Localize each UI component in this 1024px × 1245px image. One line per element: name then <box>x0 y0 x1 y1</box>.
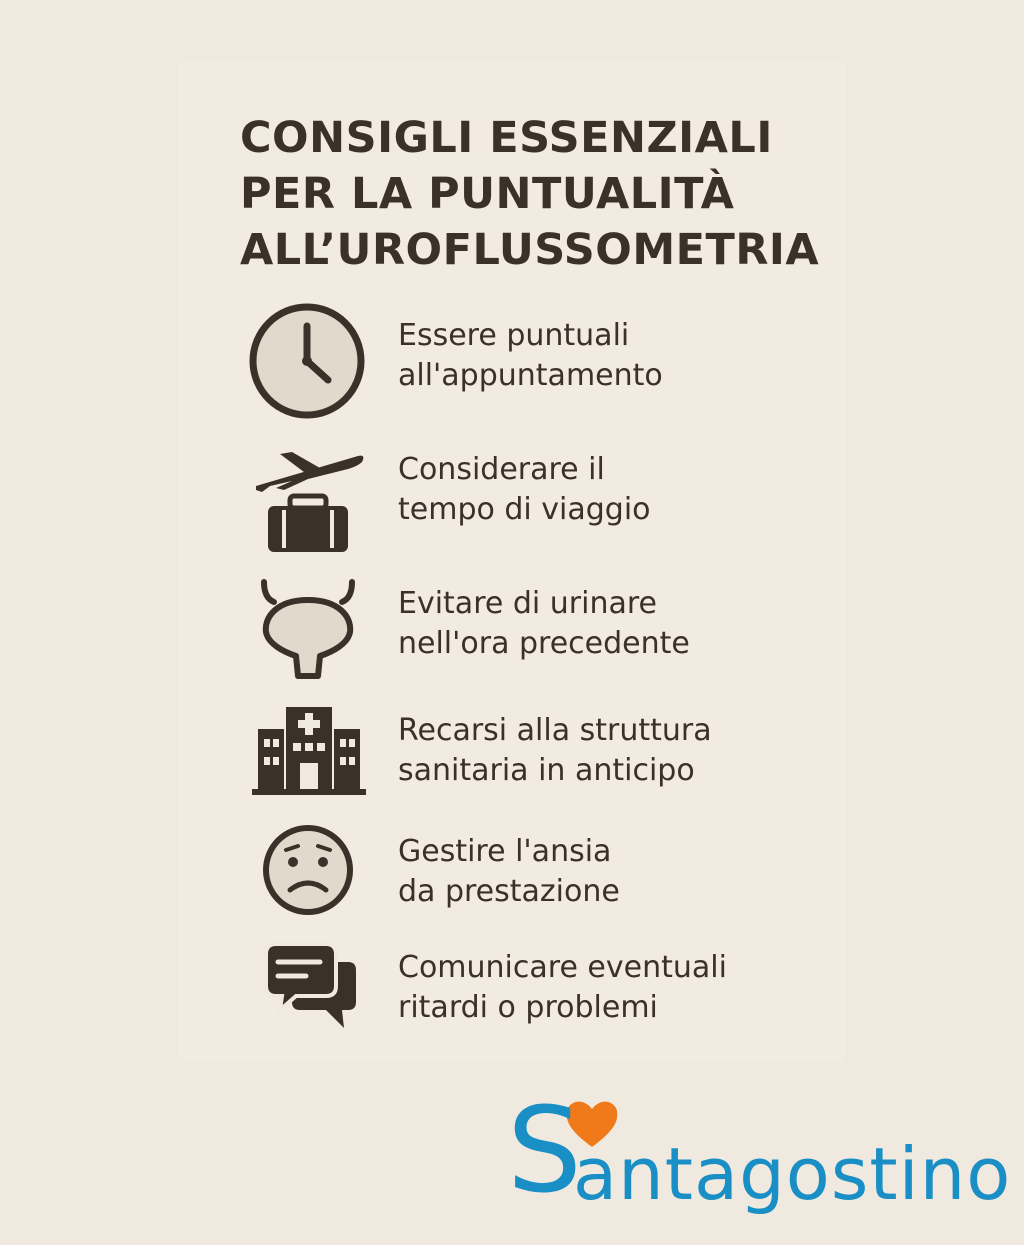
title-line-1: CONSIGLI ESSENZIALI <box>240 113 773 163</box>
worried-face-icon <box>240 824 376 944</box>
logo-initial: S <box>507 1081 582 1219</box>
tip-line-1: Recarsi alla struttura <box>398 713 712 748</box>
tip-line-1: Comunicare eventuali <box>398 950 727 985</box>
tip-line-1: Gestire l'ansia <box>398 834 612 869</box>
bladder-icon <box>240 578 376 698</box>
title-line-2: PER LA PUNTUALITÀ <box>240 169 735 219</box>
santagostino-logo <box>505 1081 1012 1225</box>
tip-text <box>398 948 727 1028</box>
tip-text <box>398 584 690 664</box>
tip-item-arrive-early <box>240 705 840 825</box>
logo-wordmark: antagostino <box>573 1132 1012 1216</box>
tip-text <box>398 316 663 396</box>
airplane-suitcase-icon <box>240 448 376 568</box>
hospital-icon <box>240 705 376 825</box>
tip-line-2: all'appuntamento <box>398 358 663 393</box>
tip-line-2: sanitaria in anticipo <box>398 753 695 788</box>
tip-item-punctuality <box>240 302 840 422</box>
clock-icon <box>240 302 376 422</box>
title-line-3: ALL’UROFLUSSOMETRIA <box>240 225 820 275</box>
tip-line-1: Evitare di urinare <box>398 586 657 621</box>
tip-line-2: da prestazione <box>398 874 620 909</box>
tip-line-2: nell'ora precedente <box>398 626 690 661</box>
tip-line-2: tempo di viaggio <box>398 492 651 527</box>
tip-line-1: Considerare il <box>398 452 605 487</box>
tip-item-travel-time <box>240 448 840 568</box>
tip-item-avoid-urinating <box>240 578 840 698</box>
tip-item-manage-anxiety <box>240 824 840 944</box>
tip-line-2: ritardi o problemi <box>398 990 658 1025</box>
tip-item-communicate <box>240 940 840 1060</box>
tip-text <box>398 832 620 912</box>
tip-line-1: Essere puntuali <box>398 318 630 353</box>
tip-text <box>398 711 712 791</box>
page-title <box>240 110 819 278</box>
chat-bubbles-icon <box>240 940 376 1060</box>
tip-text <box>398 450 651 530</box>
